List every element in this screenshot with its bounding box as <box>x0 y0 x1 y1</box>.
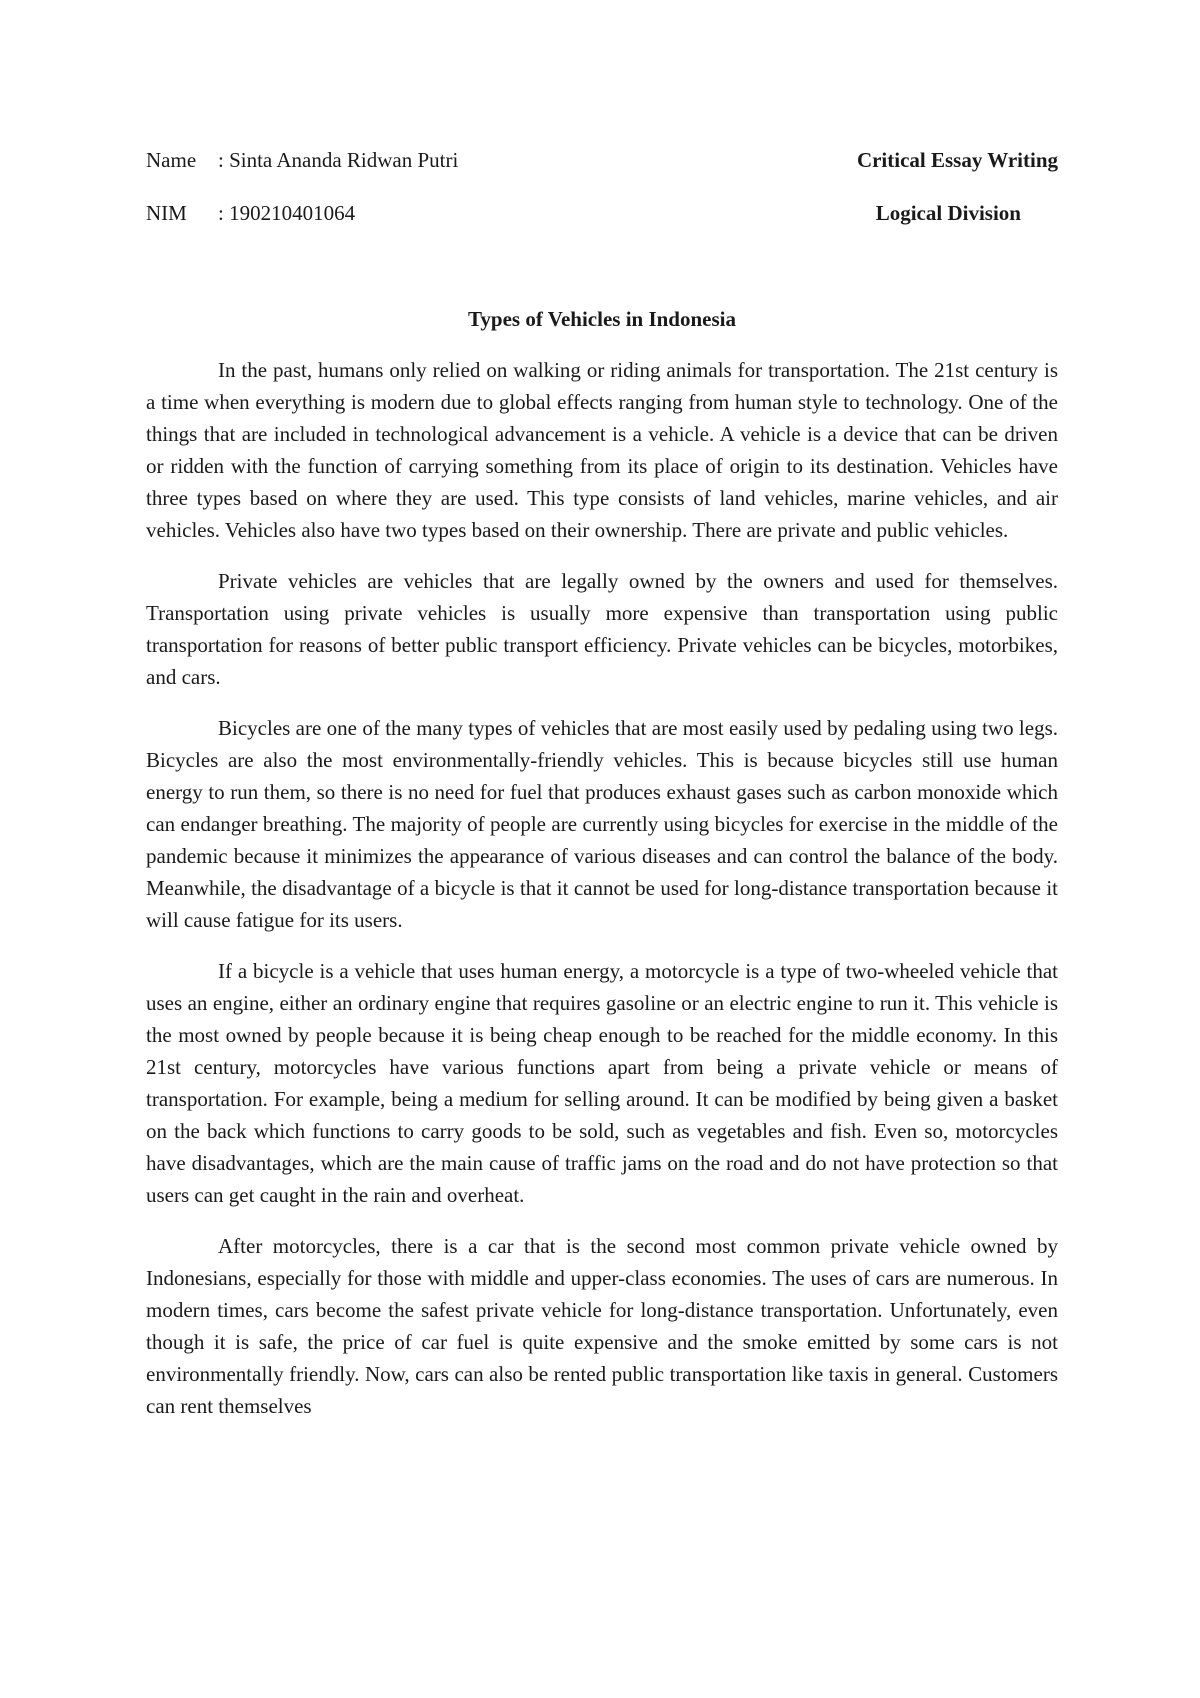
paragraph: Bicycles are one of the many types of vehicles that are most easily used by pedaling using two legs. Bicycles are also the most environmentally-friendly vehicles. This is because bicycles still use human energy to run them, so there is no need for fuel that produces exhaust gases such as carbon monoxide which can endanger breathing. The majority of people are currently using bicycles for exercise in the middle of the pandemic because it minimizes the appearance of various diseases and can control the balance of the body. Meanwhile, the disadvantage of a bicycle is that it cannot be used for long-distance transportation because it will cause fatigue for its users. <box>146 716 1058 932</box>
essay-title: Types of Vehicles in Indonesia <box>467 307 736 331</box>
student-name <box>146 146 458 174</box>
name-value: : Sinta Ananda Ridwan Putri <box>218 148 459 172</box>
nim-label: NIM <box>146 201 187 225</box>
paragraph: In the past, humans only relied on walking or riding animals for transportation. The 21st century is a time when everything is modern due to global effects ranging from human style to technology. One of the things that are included in technological advancement is a vehicle. A vehicle is a device that can be driven or ridden with the function of carrying something from its place of origin to its destination. Vehicles have three types based on where they are used. This type consists of land vehicles, marine vehicles, and air vehicles. Vehicles also have two types based on their ownership. There are private and public vehicles. <box>146 358 1058 542</box>
division-title: Logical Division <box>875 201 1021 225</box>
nim-value: : 190210401064 <box>218 201 356 225</box>
course-title: Critical Essay Writing <box>856 148 1058 172</box>
paragraph: After motorcycles, there is a car that is the second most common private vehicle owned by Indonesians, especially for those with middle and upper-class economies. The uses of cars are numerous. In modern times, cars become the safest private vehicle for long-distance transportation. Unfortunately, even though it is safe, the price of car fuel is quite expensive and the smoke emitted by some cars is not environmentally friendly. Now, cars can also be rented public transportation like taxis in general. Customers can rent themselves <box>146 1234 1058 1418</box>
essay-body <box>146 354 1058 1441</box>
name-label: Name <box>146 148 197 172</box>
paragraph: Private vehicles are vehicles that are legally owned by the owners and used for themselves. Transportation using private vehicles is usually more expensive than transportation using public transportation for reasons of better public transport efficiency. Private vehicles can be bicycles, motorbikes, and cars. <box>146 569 1058 689</box>
student-nim <box>146 199 355 227</box>
paragraph: If a bicycle is a vehicle that uses human energy, a motorcycle is a type of two-wheeled vehicle that uses an engine, either an ordinary engine that requires gasoline or an electric engine to run it. This vehicle is the most owned by people because it is being cheap enough to be reached for the middle economy. In this 21st century, motorcycles have various functions apart from being a private vehicle or means of transportation. For example, being a medium for selling around. It can be modified by being given a basket on the back which functions to carry goods to be sold, such as vegetables and fish. Even so, motorcycles have disadvantages, which are the main cause of traffic jams on the road and do not have protection so that users can get caught in the rain and overheat. <box>146 959 1058 1207</box>
